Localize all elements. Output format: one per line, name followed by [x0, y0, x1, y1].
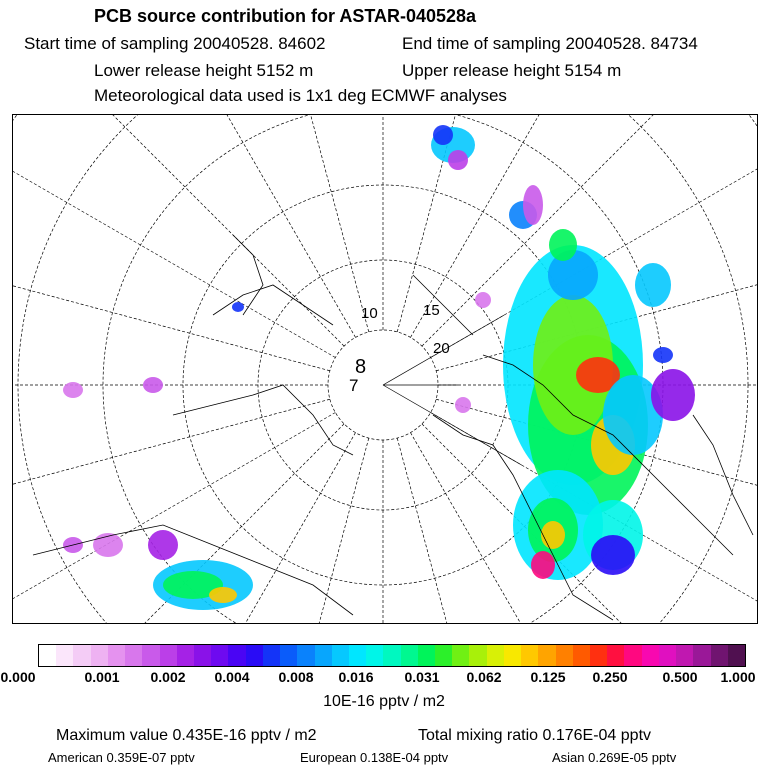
color-scale-cell	[39, 645, 56, 666]
color-scale-cell	[177, 645, 194, 666]
color-scale-cell	[624, 645, 641, 666]
plume-patch	[475, 292, 491, 308]
european-contribution: European 0.138E-04 pptv	[300, 750, 449, 765]
color-scale-tick-label: 0.062	[466, 669, 502, 685]
plume-patch	[653, 347, 673, 363]
color-scale-cell	[160, 645, 177, 666]
pole-line	[383, 385, 522, 465]
color-scale-cell	[263, 645, 280, 666]
color-scale-cell	[435, 645, 452, 666]
color-scale-cell	[228, 645, 245, 666]
color-scale-tick-label: 0.125	[530, 669, 566, 685]
color-scale-tick-label: 0.500	[662, 669, 698, 685]
pole-label-20: 20	[433, 340, 450, 357]
start-time-label: Start time of sampling 20040528. 84602	[24, 34, 326, 53]
meridian-line	[13, 115, 335, 358]
total-mixing-ratio: Total mixing ratio 0.176E-04 pptv	[418, 727, 652, 744]
color-scale-bar	[38, 644, 746, 667]
end-time-label: End time of sampling 20040528. 84734	[402, 34, 698, 53]
color-scale-tick-label: 0.004	[214, 669, 250, 685]
color-scale-cell	[125, 645, 142, 666]
color-scale-tick-label: 0.031	[404, 669, 440, 685]
color-scale-tick-label: 0.008	[278, 669, 314, 685]
color-scale-cell	[211, 645, 228, 666]
color-scale-cell	[693, 645, 710, 666]
color-scale-cell	[280, 645, 297, 666]
concentration-plumes	[63, 125, 695, 610]
pole-label-8: 8	[355, 356, 367, 378]
color-scale-cell	[56, 645, 73, 666]
map-canvas	[13, 115, 757, 623]
color-scale-cell	[607, 645, 624, 666]
american-contribution: American 0.359E-07 pptv	[48, 750, 195, 765]
color-scale-cell	[246, 645, 263, 666]
color-scale-cell	[590, 645, 607, 666]
color-scale-tick-label: 0.250	[592, 669, 628, 685]
color-scale-cell	[315, 645, 332, 666]
plume-patch	[209, 587, 237, 603]
color-scale-cell	[521, 645, 538, 666]
color-scale-cell	[642, 645, 659, 666]
color-scale-cell	[332, 645, 349, 666]
plume-patch	[143, 377, 163, 393]
color-scale-cell	[73, 645, 90, 666]
upper-height-label: Upper release height 5154 m	[402, 61, 622, 80]
latitude-circle	[13, 115, 757, 623]
color-scale-tick-label: 0.002	[150, 669, 186, 685]
color-scale-cell	[556, 645, 573, 666]
color-scale-cell	[349, 645, 366, 666]
coastline-segment	[213, 285, 333, 325]
color-scale-cell	[728, 645, 745, 666]
color-scale-tick-label: 1.000	[720, 669, 756, 685]
color-scale-cell	[108, 645, 125, 666]
color-scale-cell	[538, 645, 555, 666]
color-scale-cell	[573, 645, 590, 666]
color-scale-cell	[401, 645, 418, 666]
polar-map	[12, 114, 758, 624]
color-scale-tick-label: 0.016	[338, 669, 374, 685]
plume-patch	[455, 397, 471, 413]
color-scale-cell	[383, 645, 400, 666]
color-scale-cell	[91, 645, 108, 666]
color-scale-tick-label: 0.001	[84, 669, 120, 685]
asian-contribution: Asian 0.269E-05 pptv	[552, 750, 677, 765]
color-scale-cell	[297, 645, 314, 666]
color-scale-cell	[418, 645, 435, 666]
color-scale-cell	[659, 645, 676, 666]
color-scale-cell	[142, 645, 159, 666]
color-scale-cell	[487, 645, 504, 666]
plume-patch	[448, 150, 468, 170]
color-scale-cell	[366, 645, 383, 666]
lat-lon-grid	[13, 115, 757, 623]
lower-height-label: Lower release height 5152 m	[94, 61, 314, 80]
plume-patch	[531, 551, 555, 579]
color-scale-cell	[711, 645, 728, 666]
color-scale-cell	[194, 645, 211, 666]
color-scale-unit: 10E-16 pptv / m2	[323, 693, 445, 710]
plume-patch	[148, 530, 178, 560]
pole-label-7: 7	[349, 376, 359, 395]
met-data-label: Meteorological data used is 1x1 deg ECMWF analyses	[94, 86, 507, 105]
meridian-line	[202, 115, 369, 332]
plume-patch	[433, 125, 453, 145]
meridian-line	[13, 115, 344, 346]
plume-patch	[523, 185, 543, 225]
maximum-value: Maximum value 0.435E-16 pptv / m2	[56, 727, 317, 744]
plume-patch	[63, 382, 83, 398]
plume-patch	[591, 535, 635, 575]
color-scale-cell	[469, 645, 486, 666]
plot-title: PCB source contribution for ASTAR-040528a	[94, 6, 477, 26]
plume-patch	[541, 521, 565, 549]
color-scale-cell	[452, 645, 469, 666]
pole-label-15: 15	[423, 302, 440, 319]
plume-patch	[232, 302, 244, 312]
coastline-segment	[413, 275, 473, 335]
plume-patch	[651, 369, 695, 421]
plume-patch	[635, 263, 671, 307]
color-scale-cell	[504, 645, 521, 666]
color-scale-tick-label: 0.000	[0, 669, 36, 685]
pole-label-10: 10	[361, 305, 378, 322]
color-scale-cell	[676, 645, 693, 666]
meridian-line	[13, 204, 330, 371]
plume-patch	[549, 229, 577, 261]
